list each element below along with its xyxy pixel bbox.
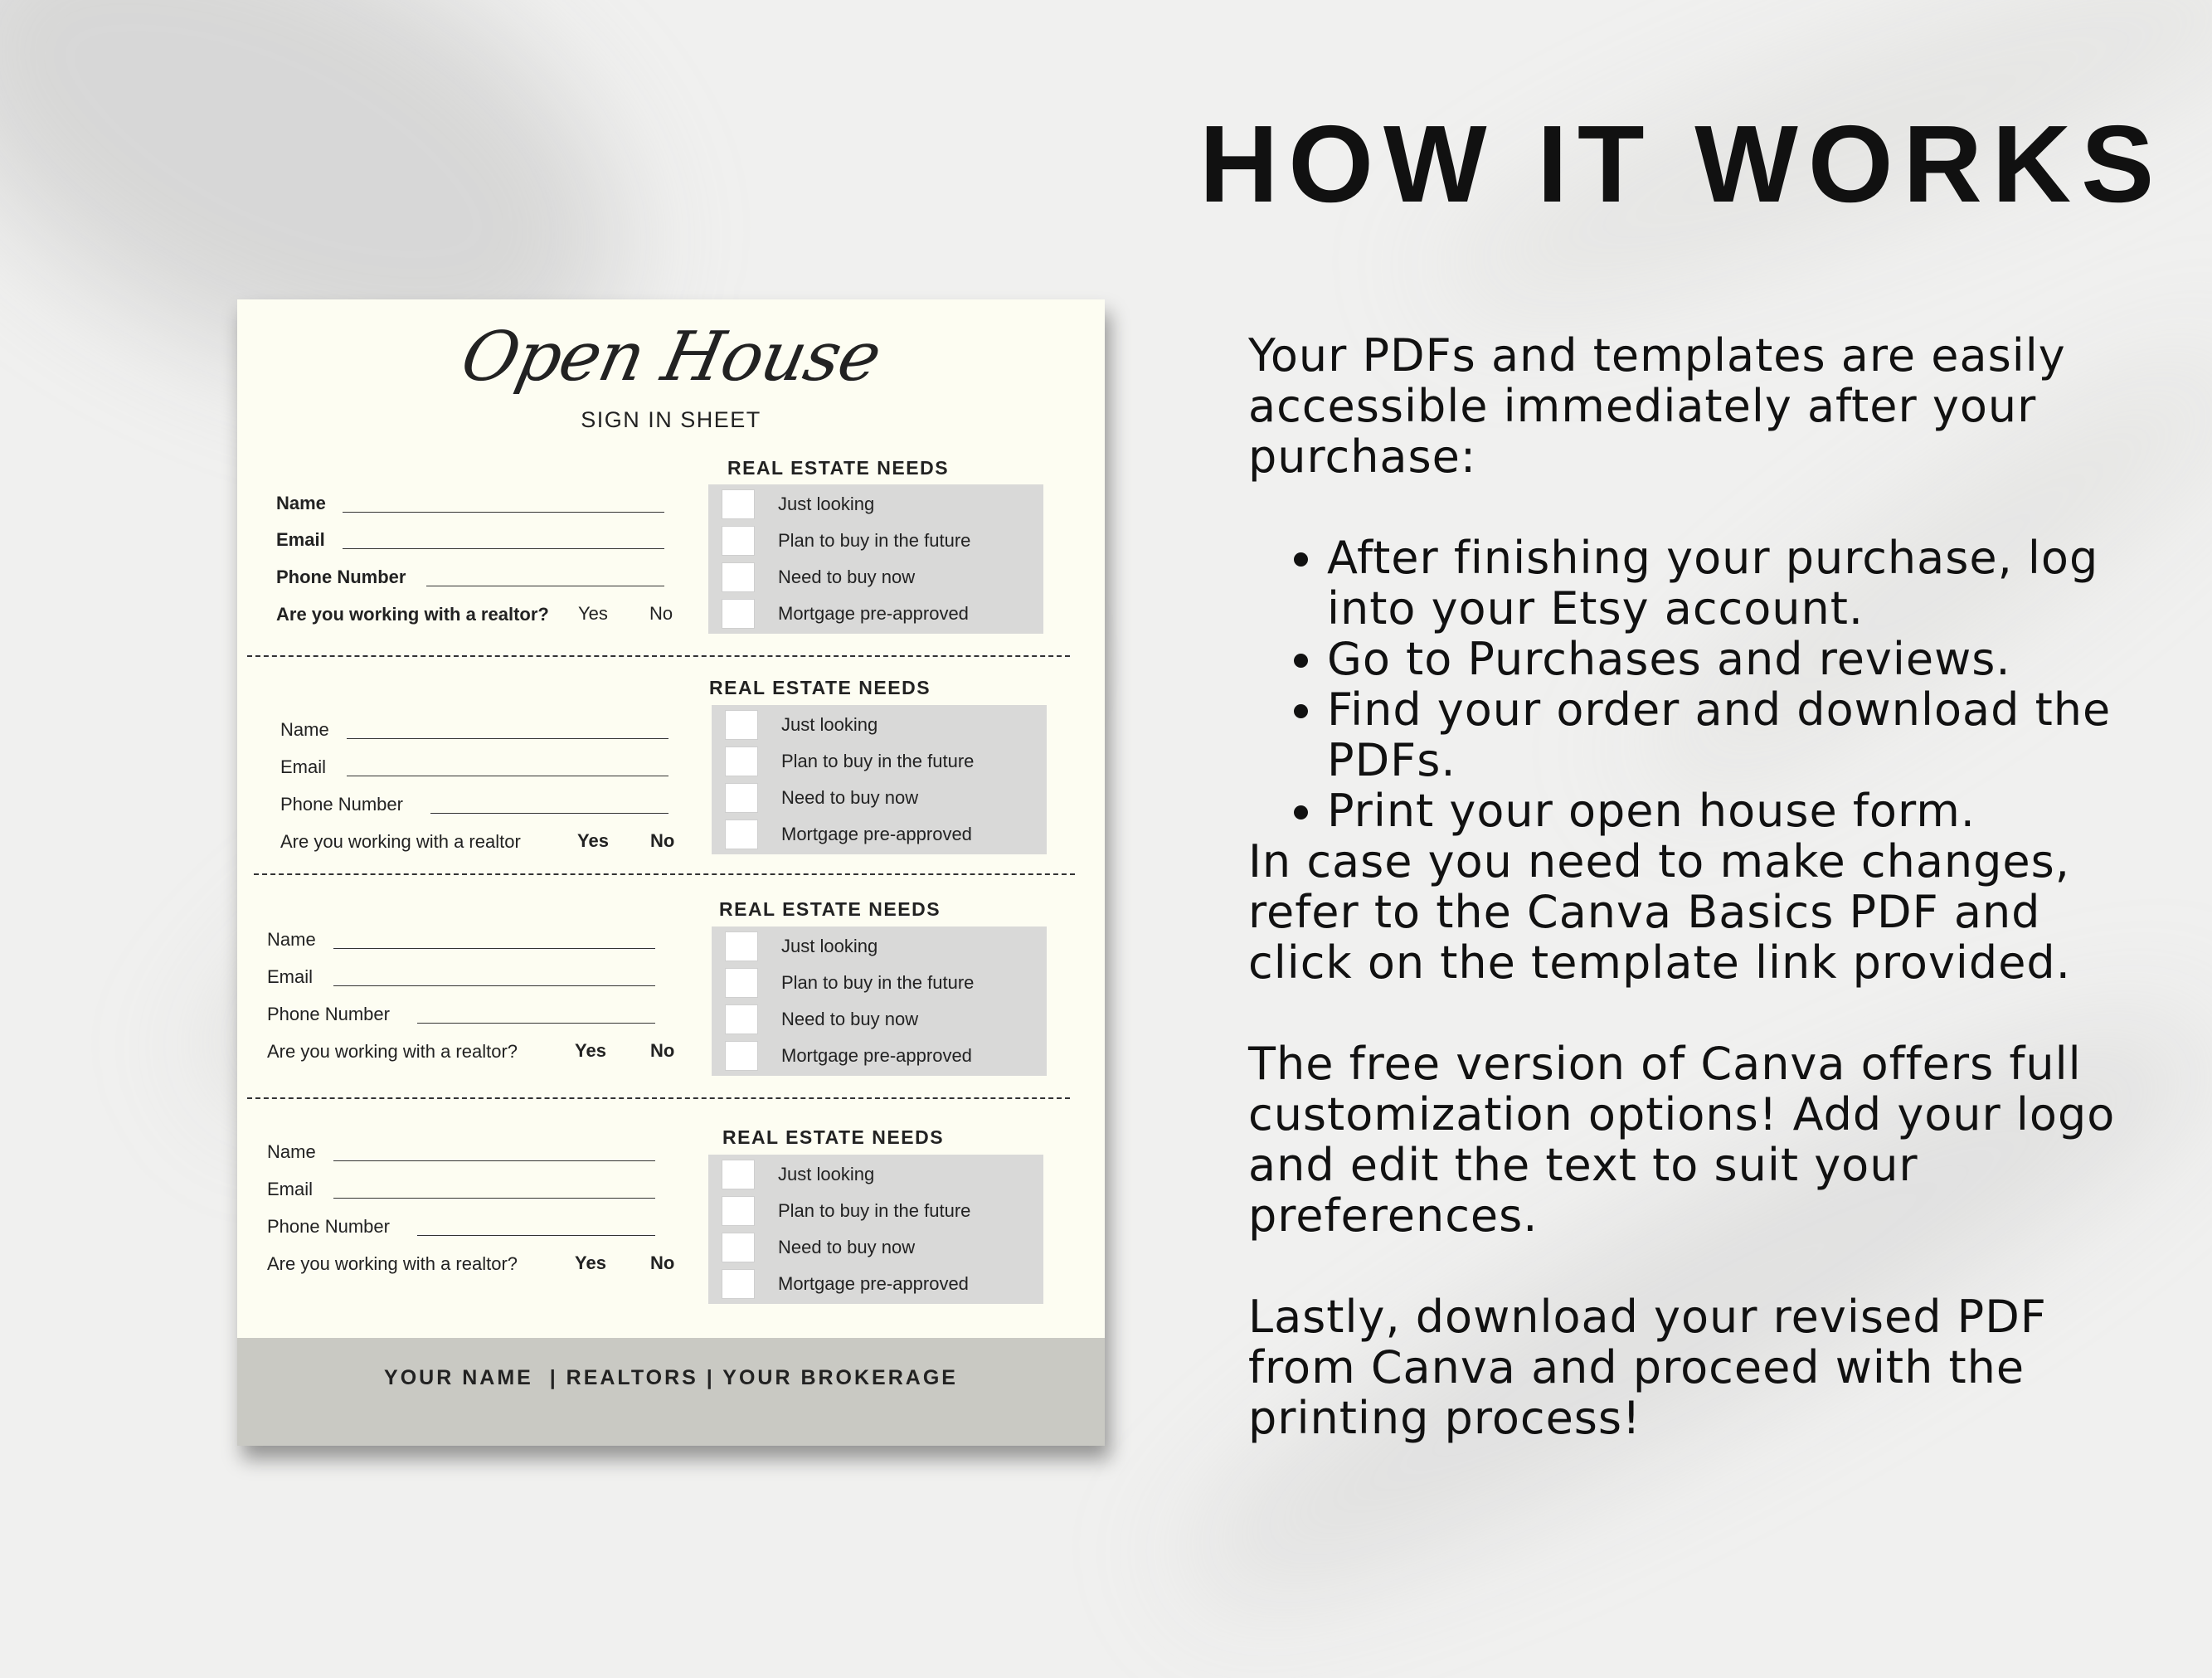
instructions-changes: In case you need to make changes, refer to the Canva Basics PDF and click on the template link provided. — [1248, 835, 2071, 989]
steps-list — [1248, 533, 2127, 836]
email-line[interactable] — [333, 1198, 655, 1199]
dashed-divider — [247, 655, 1070, 657]
email-label: Email — [267, 966, 314, 987]
needs-box — [708, 1155, 1043, 1304]
need-option — [708, 559, 1043, 596]
email-line[interactable] — [333, 985, 655, 986]
checkbox[interactable] — [722, 526, 755, 556]
instructions-lastly: Lastly, download your revised PDF from Canva and proceed with the printing process! — [1248, 1291, 2047, 1444]
no-option[interactable]: No — [650, 1040, 675, 1061]
realtor-question: Are you working with a realtor? — [267, 1041, 518, 1062]
no-option[interactable]: No — [649, 603, 673, 624]
name-line[interactable] — [343, 512, 664, 513]
need-label: Just looking — [781, 714, 878, 735]
realtor-question: Are you working with a realtor? — [276, 604, 549, 625]
checkbox[interactable] — [725, 968, 758, 998]
need-option — [712, 743, 1047, 780]
need-option — [708, 1156, 1043, 1193]
sheet-footer — [237, 1338, 1105, 1446]
signin-entry — [237, 457, 1105, 673]
needs-title: REAL ESTATE NEEDS — [709, 677, 931, 698]
need-label: Plan to buy in the future — [778, 530, 971, 551]
phone-line[interactable] — [430, 813, 668, 814]
need-option — [712, 1001, 1047, 1038]
need-label: Plan to buy in the future — [781, 751, 975, 771]
phone-label: Phone Number — [267, 1216, 390, 1237]
needs-title: REAL ESTATE NEEDS — [722, 1126, 945, 1148]
name-line[interactable] — [333, 948, 655, 949]
needs-box — [708, 484, 1043, 634]
need-label: Need to buy now — [781, 1009, 919, 1029]
phone-line[interactable] — [417, 1023, 655, 1024]
checkbox[interactable] — [725, 747, 758, 776]
phone-line[interactable] — [417, 1235, 655, 1236]
need-label: Plan to buy in the future — [781, 972, 975, 993]
step-item: • Find your order and download the PDFs. — [1327, 684, 2127, 785]
script-title: Open House — [455, 318, 887, 396]
need-label: Mortgage pre-approved — [778, 603, 969, 624]
phone-label: Phone Number — [267, 1004, 390, 1024]
signin-entry — [237, 677, 1105, 893]
need-label: Mortgage pre-approved — [781, 824, 972, 844]
need-label: Need to buy now — [778, 1237, 916, 1257]
email-label: Email — [276, 529, 325, 550]
sheet-subtitle: SIGN IN SHEET — [581, 407, 761, 432]
needs-box — [712, 705, 1047, 854]
realtor-question: Are you working with a realtor — [280, 831, 521, 852]
need-option — [712, 1038, 1047, 1074]
need-label: Just looking — [778, 1164, 875, 1184]
step-item: • Go to Purchases and reviews. — [1327, 634, 2127, 684]
instructions — [1248, 330, 2127, 1443]
page-heading: HOW IT WORKS — [1199, 103, 2165, 225]
need-option — [712, 707, 1047, 743]
instructions-canva: The free version of Canva offers full customization options! Add your logo and edit the text to suit your preferences. — [1248, 1038, 2116, 1242]
signin-entry — [237, 898, 1105, 1114]
yes-option[interactable]: Yes — [578, 603, 608, 624]
yes-option[interactable]: Yes — [577, 830, 609, 851]
checkbox[interactable] — [725, 783, 758, 813]
need-option — [712, 816, 1047, 853]
no-option[interactable]: No — [650, 1252, 675, 1273]
name-label: Name — [267, 929, 316, 950]
phone-label: Phone Number — [280, 794, 403, 815]
need-option — [708, 486, 1043, 523]
need-option — [708, 1193, 1043, 1229]
instructions-intro: Your PDFs and templates are easily accessible immediately after your purchase: — [1248, 329, 2066, 483]
name-label: Name — [276, 493, 326, 513]
need-label: Just looking — [781, 936, 878, 956]
need-option — [708, 596, 1043, 632]
footer-text: YOUR NAME | REALTORS | YOUR BROKERAGE — [384, 1366, 958, 1389]
need-option — [712, 965, 1047, 1001]
need-label: Mortgage pre-approved — [781, 1045, 972, 1066]
checkbox[interactable] — [725, 1041, 758, 1071]
checkbox[interactable] — [722, 1269, 755, 1299]
needs-title: REAL ESTATE NEEDS — [719, 898, 941, 920]
needs-title: REAL ESTATE NEEDS — [727, 457, 950, 479]
email-line[interactable] — [343, 548, 664, 549]
checkbox[interactable] — [725, 820, 758, 849]
checkbox[interactable] — [722, 562, 755, 592]
signin-entry — [237, 1126, 1105, 1342]
need-label: Just looking — [778, 494, 875, 514]
yes-option[interactable]: Yes — [575, 1040, 606, 1061]
step-item: • Print your open house form. — [1327, 785, 2127, 836]
name-line[interactable] — [347, 738, 668, 739]
need-label: Mortgage pre-approved — [778, 1273, 969, 1294]
spacer — [1248, 1241, 2127, 1291]
need-option — [708, 1229, 1043, 1266]
checkbox[interactable] — [722, 489, 755, 519]
email-label: Email — [280, 756, 327, 777]
dashed-divider — [247, 1097, 1070, 1099]
need-option — [708, 1266, 1043, 1302]
checkbox[interactable] — [722, 599, 755, 629]
spacer — [1248, 988, 2127, 1038]
name-line[interactable] — [333, 1160, 655, 1161]
sign-in-sheet-preview — [237, 299, 1105, 1446]
checkbox[interactable] — [725, 1004, 758, 1034]
need-label: Need to buy now — [781, 787, 919, 808]
checkbox[interactable] — [722, 1233, 755, 1262]
phone-label: Phone Number — [276, 567, 406, 587]
realtor-question: Are you working with a realtor? — [267, 1253, 518, 1274]
need-option — [712, 928, 1047, 965]
name-label: Name — [267, 1141, 316, 1162]
email-label: Email — [267, 1179, 314, 1199]
need-label: Plan to buy in the future — [778, 1200, 971, 1221]
need-label: Need to buy now — [778, 567, 916, 587]
need-option — [708, 523, 1043, 559]
needs-box — [712, 927, 1047, 1076]
step-item: • After finishing your purchase, log into your Etsy account. — [1327, 533, 2127, 634]
checkbox[interactable] — [725, 710, 758, 740]
name-label: Name — [280, 719, 329, 740]
need-option — [712, 780, 1047, 816]
checkbox[interactable] — [722, 1160, 755, 1189]
checkbox[interactable] — [722, 1196, 755, 1226]
no-option[interactable]: No — [650, 830, 675, 851]
dashed-divider — [254, 873, 1075, 875]
checkbox[interactable] — [725, 931, 758, 961]
yes-option[interactable]: Yes — [575, 1252, 606, 1273]
